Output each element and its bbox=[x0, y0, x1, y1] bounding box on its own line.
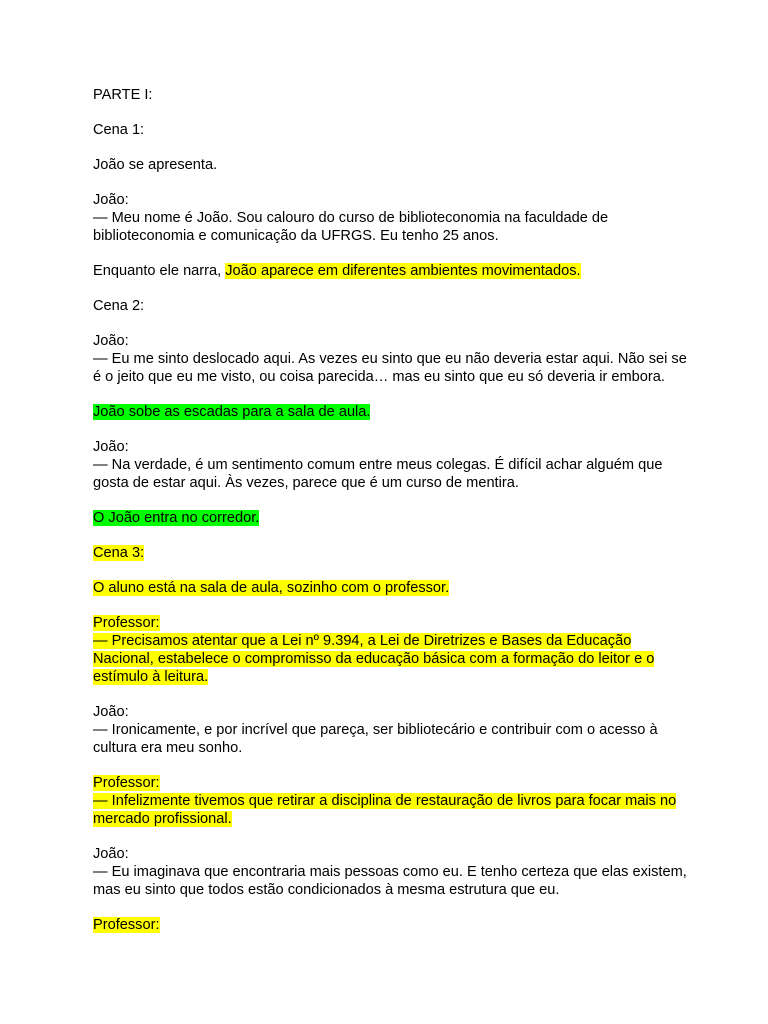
dialogue-text: — Precisamos atentar que a Lei nº 9.394, a Lei de Diretrizes e Bases da Educação bbox=[93, 633, 632, 649]
dialogue-line bbox=[93, 792, 683, 810]
dialogue-line: — Meu nome é João. Sou calouro do curso de biblioteconomia na faculdade de bbox=[93, 210, 609, 226]
document-page bbox=[93, 86, 687, 951]
dialogue-line bbox=[93, 668, 683, 686]
scene-2-heading bbox=[93, 297, 683, 315]
dialogue-line bbox=[93, 650, 683, 668]
dialogue-line: cultura era meu sonho. bbox=[93, 740, 243, 756]
speaker-professor-line bbox=[93, 916, 683, 934]
dialogue-professor-1 bbox=[93, 614, 683, 686]
narration-highlight: João aparece em diferentes ambientes movimentados. bbox=[225, 263, 581, 279]
scene-3-direction bbox=[93, 579, 683, 597]
dialogue-text: estímulo à leitura. bbox=[93, 669, 209, 685]
dialogue-joao-5 bbox=[93, 845, 687, 899]
part-heading-text: PARTE I: bbox=[93, 87, 153, 103]
dialogue-line: — Eu me sinto deslocado aqui. As vezes eu sinto que eu não deveria estar aqui. Não sei se bbox=[93, 351, 687, 367]
dialogue-professor-2 bbox=[93, 774, 683, 828]
narration-direction bbox=[93, 262, 683, 280]
dialogue-line: mas eu sinto que todos estão condicionados à mesma estrutura que eu. bbox=[93, 882, 560, 898]
speaker-joao: João: bbox=[93, 704, 129, 720]
dialogue-line: — Ironicamente, e por incrível que pareça, ser bibliotecário e contribuir com o acesso à bbox=[93, 722, 658, 738]
dialogue-joao-2 bbox=[93, 332, 687, 386]
dialogue-line: — Na verdade, é um sentimento comum entre meus colegas. É difícil achar alguém que bbox=[93, 457, 663, 473]
green-direction-2 bbox=[93, 509, 683, 527]
dialogue-professor-3 bbox=[93, 916, 683, 934]
part-heading bbox=[93, 86, 683, 104]
scene-1-heading bbox=[93, 121, 683, 139]
dialogue-line: biblioteconomia e comunicação da UFRGS. Eu tenho 25 anos. bbox=[93, 228, 499, 244]
speaker-professor: Professor: bbox=[93, 615, 160, 631]
scene-1-heading-text: Cena 1: bbox=[93, 122, 145, 138]
dialogue-joao-3 bbox=[93, 438, 683, 492]
speaker-professor-line bbox=[93, 614, 683, 632]
dialogue-text: — Infelizmente tivemos que retirar a disciplina de restauração de livros para focar mais no bbox=[93, 793, 677, 809]
speaker-professor: Professor: bbox=[93, 917, 160, 933]
green-direction-line bbox=[93, 403, 683, 421]
scene-3-direction-line bbox=[93, 579, 683, 597]
scene-3-direction-text: O aluno está na sala de aula, sozinho com o professor. bbox=[93, 580, 450, 596]
dialogue-line: — Eu imaginava que encontraria mais pessoas como eu. E tenho certeza que elas existem, bbox=[93, 864, 687, 880]
green-highlight: O João entra no corredor. bbox=[93, 510, 260, 526]
dialogue-line: é o jeito que eu me visto, ou coisa parecida… mas eu sinto que eu só deveria ir embora. bbox=[93, 369, 665, 385]
dialogue-line bbox=[93, 810, 683, 828]
narration-line bbox=[93, 262, 683, 280]
speaker-joao: João: bbox=[93, 333, 129, 349]
dialogue-line: gosta de estar aqui. Às vezes, parece que é um curso de mentira. bbox=[93, 475, 519, 491]
speaker-professor-line bbox=[93, 774, 683, 792]
scene-3-heading bbox=[93, 544, 683, 562]
dialogue-line bbox=[93, 632, 683, 650]
speaker-joao: João: bbox=[93, 192, 129, 208]
scene-2-heading-text: Cena 2: bbox=[93, 298, 145, 314]
speaker-joao: João: bbox=[93, 439, 129, 455]
scene-3-heading-text: Cena 3: bbox=[93, 545, 145, 561]
green-direction-1 bbox=[93, 403, 683, 421]
green-highlight: João sobe as escadas para a sala de aula. bbox=[93, 404, 371, 420]
narration-plain: Enquanto ele narra, bbox=[93, 263, 226, 279]
dialogue-joao-1 bbox=[93, 191, 683, 245]
scene-3-heading-line bbox=[93, 544, 683, 562]
speaker-professor: Professor: bbox=[93, 775, 160, 791]
dialogue-text: mercado profissional. bbox=[93, 811, 232, 827]
dialogue-joao-4 bbox=[93, 703, 683, 757]
speaker-joao: João: bbox=[93, 846, 129, 862]
green-direction-line bbox=[93, 509, 683, 527]
scene-1-direction-text: João se apresenta. bbox=[93, 157, 218, 173]
scene-1-direction bbox=[93, 156, 683, 174]
dialogue-text: Nacional, estabelece o compromisso da educação básica com a formação do leitor e o bbox=[93, 651, 655, 667]
